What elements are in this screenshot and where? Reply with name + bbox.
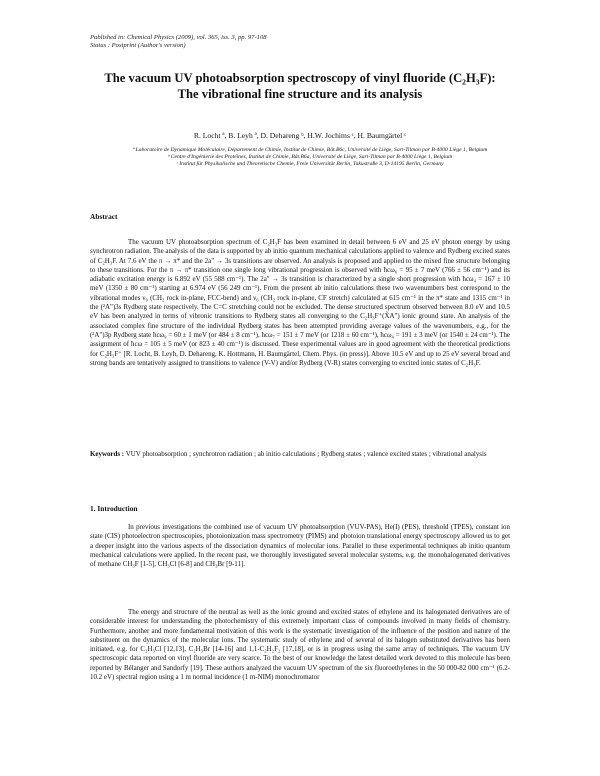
publication-header: [90, 34, 267, 50]
affiliation-b: ᵇ Centre d'Ingénierie des Protéines, Institut de Chimie, Bât.B6a, Université de Liège, Sart-Tilman par B-4000 Liège 1, Belgium: [167, 154, 453, 161]
publication-info: Published in: Chemical Physics (2009), vol. 365, iss. 3, pp. 97-108: [90, 34, 267, 41]
keywords-label: Keywords :: [90, 450, 125, 458]
title-line-2: The vibrational fine structure and its analysis: [177, 87, 423, 101]
introduction-paragraph-1: In previous investigations the combined use of vacuum UV photoabsorption (VUV-PAS), He(I) (PES), threshold (TPES), constant ion state (CIS) photoelectron spectroscopies, photoionization mass spectrometry (PIMS) and photoion translational energy spectroscopy allowed us to get a deeper insight into the various aspects of the dissociation dynamics of molecular ions. Parallel to these experimental techniques ab initio quantum mechanical calculations were applied. In the recent past, we thoroughly investigated several molecular systems, e.g. the monohalogenated derivatives of methane CH₃F [1-5], CH₃Cl [6-8] and CH₃Br [9-11].: [90, 523, 510, 569]
affiliation-c: ᶜ Institut für Physikalische und Theoretische Chemie, Freie Universität Berlin, Takustraße 3, D-14195 Berlin, Germany: [176, 161, 444, 168]
affiliation-a: ª Laboratoire de Dynamique Moléculaire, Département de Chimie, Institut de Chimie, Bât.B6c, Université de Liège, Sart-Tilman par B-4000 Liège 1, Belgium: [132, 147, 488, 153]
affiliations: [90, 147, 530, 169]
keywords-list: VUV photoabsorption ; synchrotron radiation ; ab initio calculations ; Rydberg states ; valence excited states ; vibrational analysis: [124, 450, 487, 458]
introduction-paragraph-2: The energy and structure of the neutral as well as the ionic ground and excited states of ethylene and its halogenated derivatives are of considerable interest for understanding the photochemistry of this extremely important class of compounds involved in many fields of chemistry. Furthermore, another and more fundamental motivation of this work is the systematic investigation of the influence of the position and nature of the substituent on the dynamics of the molecular ions. The systematic study of ethylene and of several of its halogen substituted derivatives has been initiated, e.g. for C₂H₃Cl [12,13], C₂H₃Br [14-16] and 1,1-C₂H₂F₂ [17,18], or is in progress using the same array of techniques. The vacuum UV spectroscopic data reported on vinyl fluoride are very scarce. To the best of our knowledge the latest detailed work devoted to this molecule has been reported by Bélanger and Sandorfy [19]. These authors analyzed the vacuum UV spectrum of the six fluoroethylenes in the 50 000-82 000 cm⁻¹ (6.2-10.2 eV) spectral region using a 1 m normal incidence (1 m-NIM) monochromator: [90, 608, 510, 682]
abstract-heading: Abstract: [90, 212, 118, 221]
paper-title: [60, 70, 540, 102]
author-list: R. Locht ª, B. Leyh ª, D. Dehareng ᵇ, H.W. Jochims ᶜ, H. Baumgärtel ᶜ: [193, 131, 407, 140]
keywords: [90, 450, 510, 459]
publication-status: Status : Postprint (Author's version): [90, 42, 186, 49]
abstract-body: The vacuum UV photoabsorption spectrum of C₂H₃F has been examined in detail between 6 eV and 25 eV photon energy by using synchrotron radiation. The analysis of the data is supported by ab initio quantum mechanical calculations applied to valence and Rydberg excited states of C₂H₃F. At 7.6 eV the π → π* and the 2a" → 3s transitions are observed. An analysis is proposed and applied to the mixed fine structure belonging to these transitions. For the π → π* transition one single long vibrational progression is observed with ħcω₆ = 95 ± 7 meV (766 ± 56 cm⁻¹) and its adiabatic excitation energy is 6.892 eV (55 588 cm⁻¹). The 2a" → 3s transition is characterized by a single short progression with ħcω₄ = 167 ± 10 meV (1350 ± 80 cm⁻¹) starting at 6.974 eV (56 249 cm⁻¹). From the present ab initio calculations these two wavenumbers best correspond to the vibrational modes ν₉ (CH₂ rock in-plane, FCC-bend) and ν₆ (CH₂ rock in-plane, CF stretch) calculated at 615 cm⁻¹ in the π* state and 1315 cm⁻¹ in the (²A")3s Rydberg state respectively. The C=C stretching could not be excluded. The dense structured spectrum observed between 8.0 eV and 10.5 eV has been analyzed in terms of vibronic transitions to Rydberg states all converging to the C₂H₃F⁺(X̃A") ionic ground state. An analysis of the associated complex fine structure of the individual Rydberg states has been attempted providing average values of the wavenumbers, e.g., for the (²A")3p Rydberg state ħcω₉ = 60 ± 1 meV (or 484 ± 8 cm⁻¹), ħcω₇ = 151 ± 7 meV (or 1218 ± 60 cm⁻¹), ħcω₄ = 191 ± 3 meV (or 1540 ± 24 cm⁻¹). The assignment of ħcω = 105 ± 5 meV (or 823 ± 40 cm⁻¹) is discussed. These experimental values are in good agreement with the theoretical predictions for C₂H₃F⁺ [R. Locht, B. Leyh, D. Dehareng, K. Hottmann, H. Baumgärtel, Chem. Phys. (in press)]. Above 10.5 eV and up to 25 eV several broad and strong bands are tentatively assigned to transitions to valence (V-V) and/or Rydberg (V-R) states converging to excited ionic states of C₂H₃F.: [90, 238, 510, 367]
title-line-1: The vacuum UV photoabsorption spectroscopy of vinyl fluoride (C₂H₃F):: [104, 71, 496, 85]
introduction-heading: 1. Introduction: [90, 504, 138, 513]
